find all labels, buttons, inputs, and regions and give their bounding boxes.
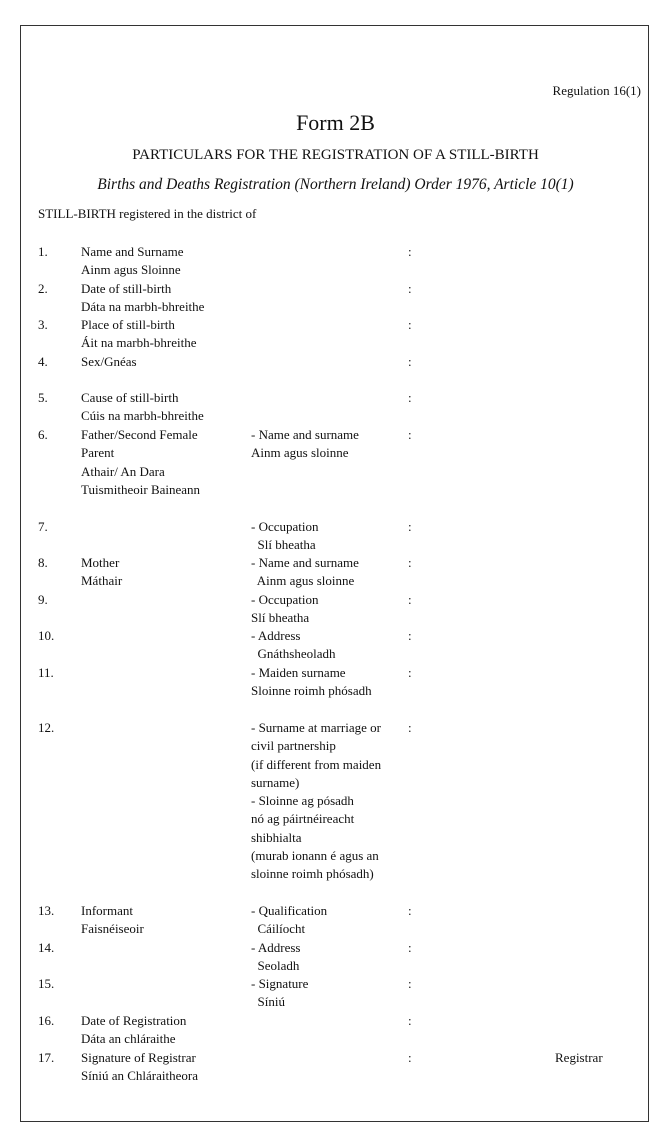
field-sublabel	[251, 426, 359, 463]
item-number: 7.	[38, 519, 48, 534]
legislation-reference: Births and Deaths Registration (Northern Ireland) Order 1976, Article 10(1)	[97, 176, 574, 193]
field-label	[81, 902, 144, 939]
field-label-line: Cause of still-birth	[81, 390, 179, 405]
field-colon: :	[408, 592, 412, 607]
field-sublabel-line: - Maiden surname	[251, 665, 346, 680]
field-colon: :	[408, 628, 412, 643]
field-label-line: Áit na marbh-bhreithe	[81, 335, 197, 351]
field-label	[81, 554, 122, 591]
field-colon: :	[408, 555, 412, 570]
field-label	[81, 280, 204, 317]
field-sublabel-line: (murab ionann é agus an	[251, 848, 379, 864]
field-sublabel	[251, 554, 359, 591]
field-sublabel-line: - Name and surname	[251, 555, 359, 570]
item-number: 12.	[38, 720, 55, 735]
field-label-line: Informant	[81, 903, 133, 918]
field-colon: :	[408, 1013, 412, 1028]
field-sublabel-line: (if different from maiden	[251, 756, 382, 772]
field-sublabel-line: Ainm agus sloinne	[251, 573, 355, 589]
item-number: 15.	[38, 976, 55, 991]
item-number: 14.	[38, 940, 55, 955]
district-label: STILL-BIRTH registered in the district of	[38, 206, 257, 221]
field-sublabel	[251, 591, 319, 628]
field-sublabel-line: - Address	[251, 628, 301, 643]
field-sublabel-line: - Address	[251, 940, 301, 955]
field-colon: :	[408, 940, 412, 955]
field-label-line: Tuismitheoir Baineann	[81, 481, 201, 497]
field-label-line: Cúis na marbh-bhreithe	[81, 408, 204, 424]
field-label-line: Dáta na marbh-bhreithe	[81, 299, 205, 315]
field-sublabel-line: Gnáthsheoladh	[251, 646, 336, 662]
field-sublabel-line: Seoladh	[251, 958, 300, 974]
field-sublabel-line: Sloinne roimh phósadh	[251, 683, 372, 699]
field-sublabel-line: shibhialta	[251, 829, 302, 845]
field-sublabel	[251, 939, 300, 976]
field-sublabel-line: - Surname at marriage or	[251, 720, 381, 735]
field-label-line: Date of Registration	[81, 1013, 187, 1028]
field-sublabel	[251, 518, 319, 555]
field-sublabel-line: - Name and surname	[251, 427, 359, 442]
field-sublabel-line: - Occupation	[251, 519, 319, 534]
field-colon: :	[408, 720, 412, 735]
field-label-line: Ainm agus Sloinne	[81, 262, 181, 278]
field-sublabel-line: Slí bheatha	[251, 610, 310, 626]
field-label	[81, 426, 200, 499]
field-sublabel	[251, 902, 327, 939]
item-number: 16.	[38, 1013, 55, 1028]
field-colon: :	[408, 665, 412, 680]
field-sublabel-line: - Sloinne ag pósadh	[251, 793, 354, 809]
field-label	[81, 243, 184, 280]
field-label-line: Dáta an chláraithe	[81, 1031, 176, 1047]
field-colon: :	[408, 903, 412, 918]
field-colon: :	[408, 244, 412, 259]
field-label-line: Athair/ An Dara	[81, 463, 165, 479]
field-label	[81, 316, 197, 353]
field-label	[81, 353, 137, 371]
item-number: 11.	[38, 665, 54, 680]
field-label-line: Date of still-birth	[81, 281, 172, 296]
field-label-line: Mother	[81, 555, 120, 570]
item-number: 3.	[38, 317, 48, 332]
item-number: 5.	[38, 390, 48, 405]
field-sublabel	[251, 975, 308, 1012]
field-colon: :	[408, 1050, 412, 1065]
form-title: Form 2B	[296, 110, 375, 135]
field-label	[81, 1049, 198, 1086]
field-label-line: Signature of Registrar	[81, 1050, 196, 1065]
field-sublabel	[251, 627, 335, 664]
field-sublabel-line: Cáilíocht	[251, 921, 306, 937]
item-number: 1.	[38, 244, 48, 259]
item-number: 13.	[38, 903, 55, 918]
item-number: 6.	[38, 427, 48, 442]
field-sublabel-line: - Signature	[251, 976, 309, 991]
field-sublabel-line: Slí bheatha	[251, 537, 316, 553]
field-sublabel-line: Síniú	[251, 994, 285, 1010]
field-label-line: Síniú an Chláraitheora	[81, 1068, 198, 1084]
item-number: 17.	[38, 1050, 55, 1065]
field-label-line: Place of still-birth	[81, 317, 175, 332]
field-sublabel-line: Ainm agus sloinne	[251, 445, 349, 461]
field-colon: :	[408, 354, 412, 369]
field-colon: :	[408, 427, 412, 442]
field-colon: :	[408, 976, 412, 991]
field-sublabel-line: - Occupation	[251, 592, 319, 607]
field-colon: :	[408, 317, 412, 332]
form-subtitle: PARTICULARS FOR THE REGISTRATION OF A STILL-BIRTH	[132, 147, 539, 163]
field-label-line: Father/Second Female	[81, 427, 198, 442]
field-label-line: Parent	[81, 445, 115, 461]
field-sublabel	[251, 664, 372, 701]
field-label	[81, 389, 204, 426]
field-label-line: Faisnéiseoir	[81, 921, 144, 937]
field-colon: :	[408, 390, 412, 405]
field-label-line: Sex/Gnéas	[81, 354, 137, 369]
item-number: 9.	[38, 592, 48, 607]
item-number: 8.	[38, 555, 48, 570]
item-number: 2.	[38, 281, 48, 296]
field-label	[81, 1012, 186, 1049]
field-colon: :	[408, 519, 412, 534]
field-sublabel-line: civil partnership	[251, 738, 336, 754]
regulation-reference: Regulation 16(1)	[552, 83, 641, 98]
field-sublabel	[251, 719, 381, 884]
field-colon: :	[408, 281, 412, 296]
registrar-label: Registrar	[555, 1050, 603, 1065]
field-sublabel-line: nó ag páirtnéireacht	[251, 811, 355, 827]
field-sublabel-line: - Qualification	[251, 903, 328, 918]
field-label-line: Name and Surname	[81, 244, 184, 259]
field-sublabel-line: sloinne roimh phósadh)	[251, 866, 374, 882]
item-number: 10.	[38, 628, 55, 643]
field-sublabel-line: surname)	[251, 774, 300, 790]
item-number: 4.	[38, 354, 48, 369]
field-label-line: Máthair	[81, 573, 123, 589]
